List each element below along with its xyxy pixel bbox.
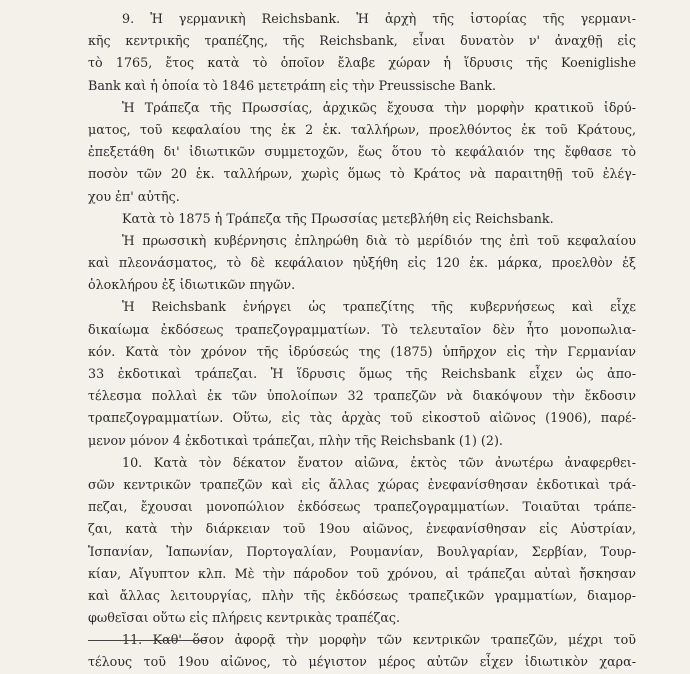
text-line: Ἡ Τράπεζα τῆς Πρωσσίας, ἀρχικῶς ἔχουσα τὴν μορφὴν κρατικοῦ ἱδρύ-: [122, 99, 636, 115]
text-line: 33 ἐκδοτικαὶ τράπεζαι. Ἡ ἵδρυσις ὅμως τῆς Reichsbank εἶχεν ὡς ἀπο-: [88, 366, 636, 381]
text-line: τέλους τοῦ 19ου αἰῶνος, τὸ μέγιστον μέρος αὐτῶν εἶχεν ἰδιωτικὸν χαρα-: [88, 654, 636, 670]
text-line: Ἡ Reichsbank ἐνήργει ὡς τραπεζίτης τῆς κυβερνήσεως καὶ εἶχε: [122, 299, 636, 315]
text-line: φωθεῖσαι οὕτω εἰς πλήρεις κεντρικὰς τραπέζας.: [88, 610, 401, 626]
text-line: χου ἐπ' αὐτῆς.: [88, 188, 180, 204]
text-line: 9. Ἡ γερμανικὴ Reichsbank. Ἡ ἀρχὴ τῆς ἱστορίας τῆς γερμανι-: [122, 11, 636, 26]
text-line: Bank καὶ ἡ ὁποία τὸ 1846 μετετράπη εἰς τὴν Preussische Bank.: [88, 77, 497, 93]
text-line: τραπεζογραμματίων. Οὕτω, εἰς τὰς ἀρχὰς τοῦ εἰκοστοῦ αἰῶνος (1906), παρέ-: [88, 410, 636, 426]
text-line: τὸ 1765, ἔτος κατὰ τὸ ὁποῖον ἔλαβε χώραν ἡ ἵδρυσις τῆς Koeniglishe: [88, 55, 636, 71]
text-line: καὶ πλεονάσματος, τὸ δὲ κεφάλαιον ηὐξήθη εἰς 120 ἑκ. μάρκα, προελθὸν ἐξ: [88, 255, 636, 271]
text-line: ἐπεξετάθη δι' ἰδιωτικῶν συμμετοχῶν, ἕως ὅτου τὸ κεφάλαιόν της ἔφθασε τὸ: [88, 144, 636, 160]
text-line: 10. Κατὰ τὸν δέκατον ἔνατον αἰῶνα, ἐκτὸς τῶν ἀνωτέρω ἀναφερθει-: [122, 454, 636, 470]
text-line: Ἱσπανίαν, Ἰαπωνίαν, Πορτογαλίαν, Ρουμανίαν, Βουλγαρίαν, Σερβίαν, Τουρ-: [88, 543, 636, 559]
text-line: σῶν κεντρικῶν τραπεζῶν καὶ εἰς ἄλλας χώρας ἐνεφανίσθησαν ἐκδοτικαὶ τρά-: [88, 476, 636, 492]
text-line: τέλεσμα πολλαὶ ἐκ τῶν ὑπολοίπων 32 τραπεζῶν νὰ διακόψουν τὴν ἔκδοσιν: [88, 388, 636, 404]
footnote-divider: [88, 640, 206, 641]
text-line: κῆς κεντρικῆς τραπέζης, τῆς Reichsbank, εἶναι δυνατὸν ν' ἀναχθῇ εἰς: [88, 33, 636, 49]
text-line: Ἡ πρωσσικὴ κυβέρνησις ἐπληρώθη διὰ τὸ μερίδιόν της ἐπὶ τοῦ κεφαλαίου: [122, 232, 636, 248]
text-line: μενον μόνον 4 ἐκδοτικαὶ τράπεζαι, πλὴν τῆς Reichsbank (1) (2).: [88, 432, 503, 448]
text-line: ματος, τοῦ κεφαλαίου της ἐκ 2 ἑκ. ταλλήρων, προελθόντος ἐκ τοῦ Κράτους,: [88, 121, 636, 137]
text-line: 11. Καθ' ὅσον ἀφορᾷ τὴν μορφὴν τῶν κεντρικῶν τραπεζῶν, μέχρι τοῦ: [122, 632, 636, 648]
text-line: καὶ ἄλλας λειτουργίας, πλὴν τῆς ἐκδόσεως τραπεζικῶν γραμματίων, διαμορ-: [88, 587, 636, 603]
text-line: Κατὰ τὸ 1875 ἡ Τράπεζα τῆς Πρωσσίας μετεβλήθη εἰς Reichsbank.: [122, 210, 554, 226]
text-line: ζαι, κατὰ τὴν διάρκειαν τοῦ 19ου αἰῶνος, ἐνεφανίσθησαν εἰς Αὐστρίαν,: [88, 521, 636, 537]
text-line: ὁλοκλήρου ἐξ ἰδιωτικῶν πηγῶν.: [88, 277, 296, 293]
text-line: κίαν, Αἴγυπτον κλπ. Μὲ τὴν πάροδον τοῦ χρόνου, αἱ τράπεζαι αὐταὶ ἤσκησαν: [88, 565, 636, 581]
text-line: κόν. Κατὰ τὸν χρόνον τῆς ἱδρύσεώς της (1875) ὑπῆρχον εἰς τὴν Γερμανίαν: [88, 343, 636, 359]
text-line: δικαίωμα ἐκδόσεως τραπεζογραμματίων. Τὸ τελευταῖον δὲν ἦτο μονοπωλια-: [88, 321, 636, 337]
text-line: ποσὸν τῶν 20 ἑκ. ταλλήρων, χωρὶς ὅμως τὸ Κράτος νὰ παραιτηθῇ τοῦ ἐλέγ-: [88, 166, 636, 182]
text-line: πεζαι, ἔχουσαι μονοπώλιον ἐκδόσεως τραπεζογραμματίων. Τοιαῦται τράπε-: [88, 499, 636, 515]
